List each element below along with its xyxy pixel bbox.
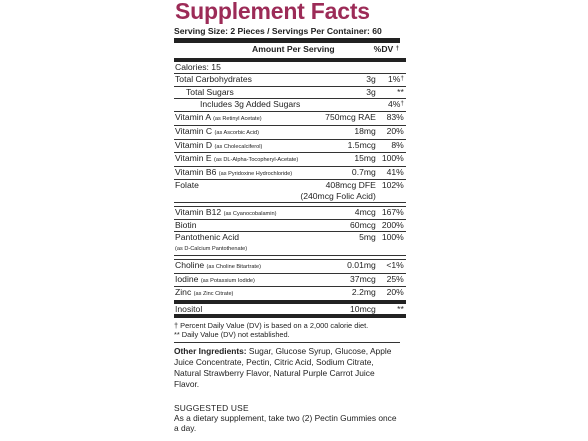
table-row: Pantothenic Acid (as D-Calcium Pantothenate) 5mg 100%: [174, 231, 406, 255]
table-row: Vitamin B12 (as Cyanocobalamin) 4mcg 167%: [174, 206, 406, 220]
suggested-use-text: As a dietary supplement, take two (2) Pectin Gummies once a day.: [174, 413, 397, 434]
table-row: Vitamin B6 (as Pyridoxine Hydrochloride) 0.7mg 41%: [174, 166, 406, 180]
table-row: Choline (as Choline Bitartrate) 0.01mg <1%: [174, 259, 406, 273]
table-row: Total Sugars 3g **: [174, 87, 406, 99]
supplement-facts-panel: [174, 0, 404, 434]
panel-title: Supplement Facts: [175, 0, 370, 24]
other-ingredients-label: Other Ingredients:: [174, 346, 247, 357]
table-row: Total Carbohydrates 3g 1%†: [174, 73, 406, 87]
footnote-dv: † Percent Daily Value (DV) is based on a 2,000 calorie diet.: [174, 321, 369, 331]
table-row: Vitamin A (as Retinyl Acetate) 750mcg RAE 83%: [174, 112, 406, 126]
table-row: Biotin 60mcg 200%: [175, 220, 404, 231]
table-row: Includes 3g Added Sugars 4%†: [174, 98, 406, 112]
serving-info: Serving Size: 2 Pieces / Servings Per Container: 60: [174, 26, 400, 39]
nutrient-table: [174, 58, 406, 318]
table-row: Folate 408mcg DFE (240mcg Folic Acid) 102%: [175, 180, 404, 201]
table-row: Vitamin D (as Cholecalciferol) 1.5mcg 8%: [174, 139, 406, 153]
table-row: Iodine (as Potassium Iodide) 37mcg 25%: [174, 273, 406, 287]
dv-header: %DV †: [373, 44, 399, 54]
suggested-use-heading: SUGGESTED USE: [174, 403, 249, 414]
footnote-not-established: ** Daily Value (DV) not established.: [174, 330, 290, 340]
table-row: Vitamin E (as DL-Alpha-Tocopheryl-Acetate) 15mg 100%: [174, 153, 406, 167]
table-row: Calories: 15: [174, 60, 406, 73]
amount-header: Amount Per Serving: [252, 44, 335, 54]
other-ingredients-text: Sugar, Glucose Syrup, Glucose, Apple Juice Concentrate, Pectin, Citric Acid, Sodium Citrate, Natural Strawberry Flavor, Natural Purple Carrot Juice Flavor.: [174, 346, 392, 390]
table-row: Vitamin C (as Ascorbic Acid) 18mg 20%: [174, 125, 406, 139]
table-row: Zinc (as Zinc Citrate) 2.2mg 20%: [174, 287, 406, 302]
other-ingredients: [174, 346, 400, 390]
column-header: [174, 43, 400, 58]
footnotes: [174, 321, 400, 343]
table-row: Inositol 10mcg **: [174, 302, 406, 317]
